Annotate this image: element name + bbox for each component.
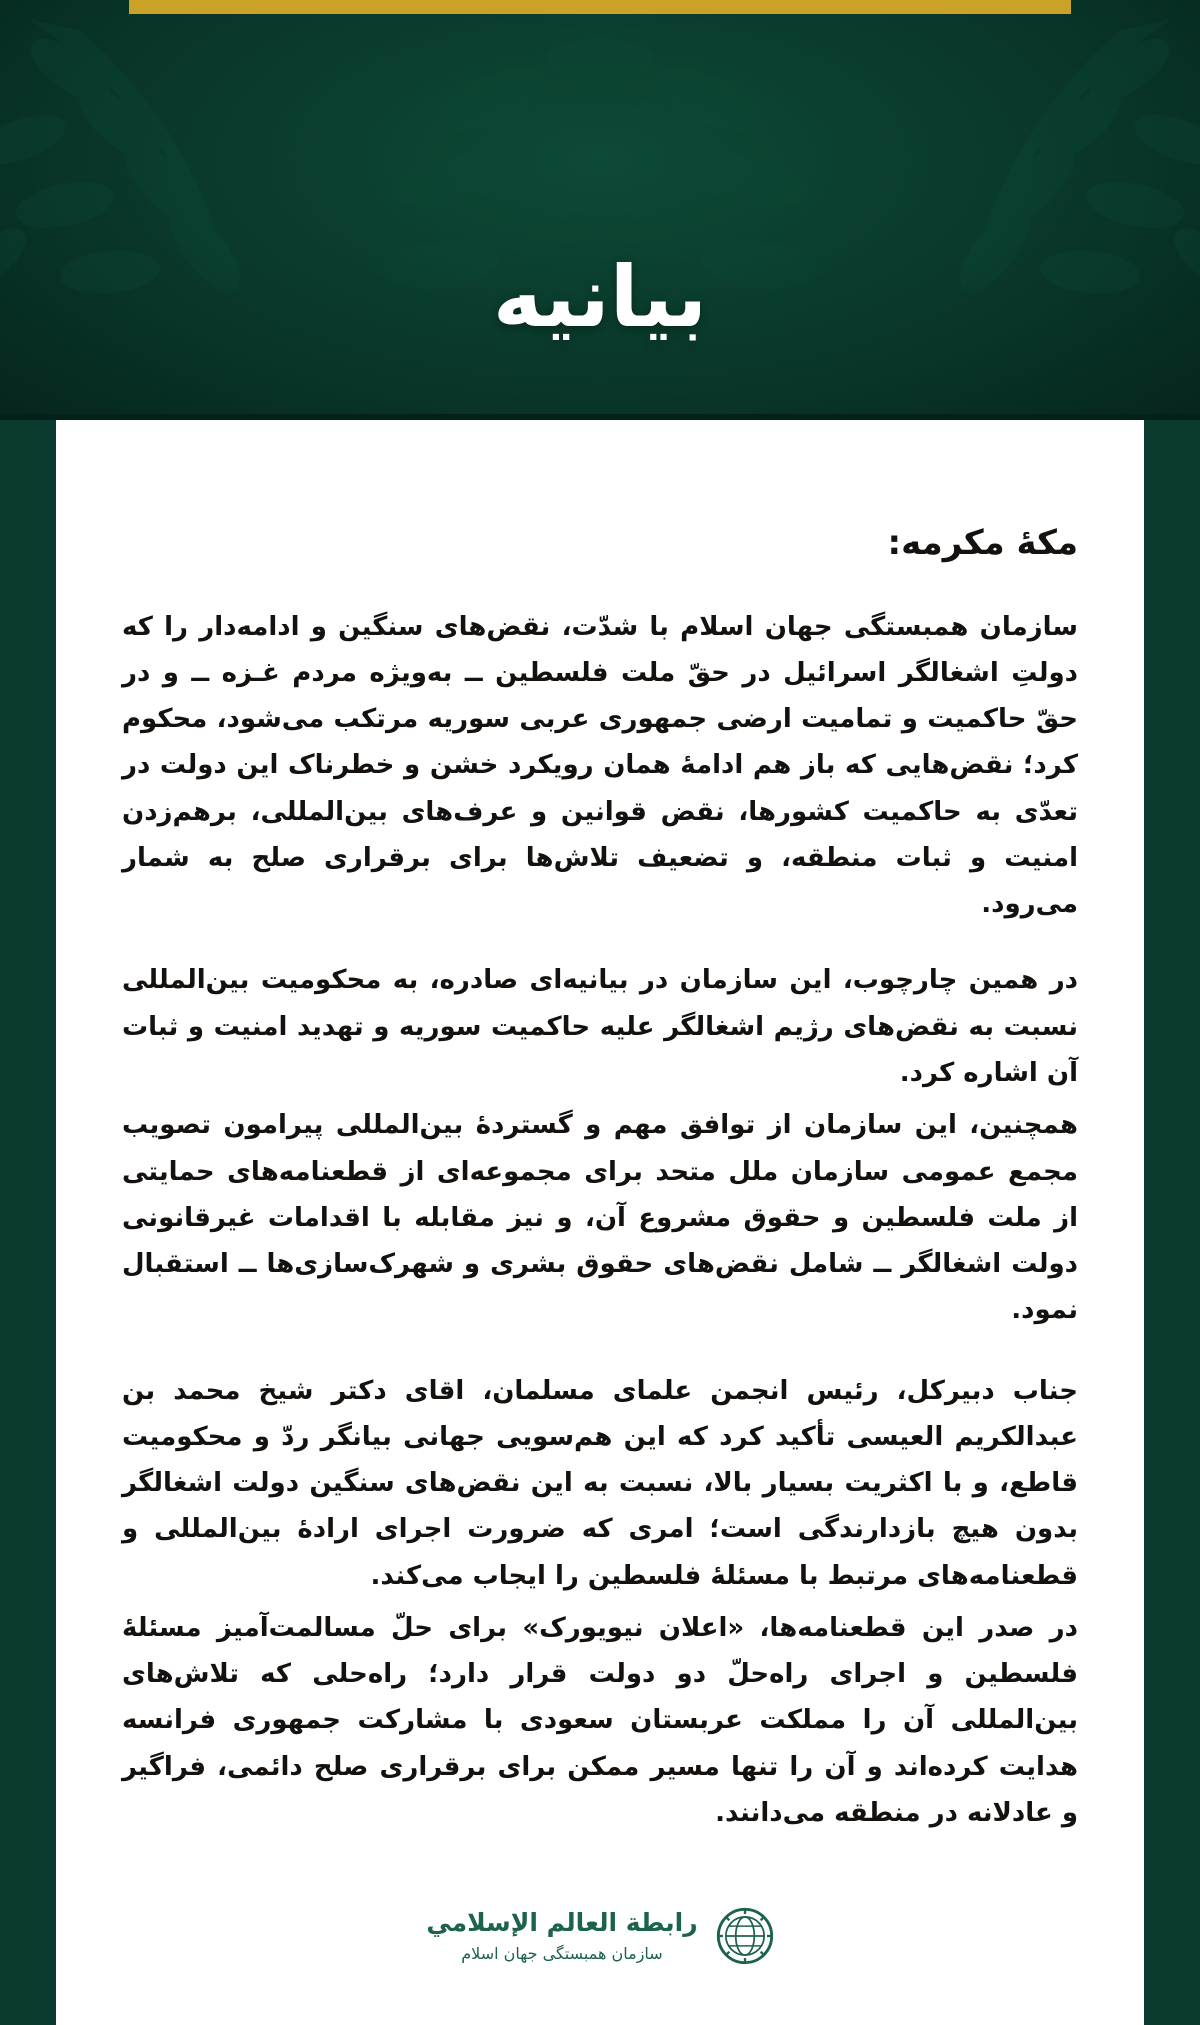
salutation: مکهٔ مکرمه: — [887, 523, 1078, 563]
footer-arabic-name: رابطة العالم الإسلامي — [426, 1908, 698, 1938]
document-body — [122, 520, 1078, 1866]
footer-logo — [56, 1907, 1144, 1965]
paragraph-1: سازمان همبستگی جهان اسلام با شدّت، نقض‌های سنگین و ادامه‌دار را که دولتِ اشغالگر اسرائیل در حقّ ملت فلسطین ــ به‌ویژه مردم غـزه ــ و در حقّ حاکمیت و تمامیت ارضی جمهوری عربی سوریه مرتکب می‌شود، محکوم کرد؛ نقض‌هایی که باز هم ادامهٔ همان رویکرد خشن و خطرناک این دولت در تعدّی به حاکمیت کشورها، نقض قوانین و عرف‌های بین‌المللی، برهم‌زدن امنیت و ثبات منطقه، و تضعیف تلاش‌ها برای برقراری صلح به شمار می‌رود. — [122, 611, 1078, 920]
page-title: بیانیه — [492, 248, 708, 346]
gold-accent-bar — [129, 0, 1071, 14]
paragraph-5: در صدر این قطعنامه‌ها، «اعلان نیویورک» برای حلّ مسالمت‌آمیز مسئلهٔ فلسطین و اجرای راه‌حلّ دو دولت قرار دارد؛ راه‌حلی که تلاش‌های بین‌المللی آن را مملکت عربستان سعودی با مشارکت جمهوری فرانسه هدایت کرده‌اند و آن را تنها مسیر ممکن برای برقراری صلح دائمی، فراگیر و عادلانه در منطقه می‌دانند. — [122, 1612, 1078, 1828]
footer-persian-name: سازمان همبستگی جهان اسلام — [461, 1944, 663, 1964]
olive-branch-decoration-right — [720, 10, 1200, 420]
document-sheet — [56, 420, 1144, 2025]
globe-emblem-icon — [716, 1907, 774, 1965]
footer-organization-name — [426, 1908, 697, 1963]
paragraph-3: همچنین، این سازمان از توافق مهم و گستردهٔ بین‌المللی پیرامون تصویب مجمع عمومی سازمان ملل متحد برای مجموعه‌ای از قطعنامه‌های حمایتی از ملت فلسطین و حقوق مشروع آن، و نیز مقابله با اقدامات غیرقانونی دولت اشغالگر ــ شامل نقض‌های حقوق بشری و شهرک‌سازی‌ها ــ استقبال نمود. — [122, 1110, 1078, 1326]
paragraph-4: جناب دبیرکل، رئیس انجمن علمای مسلمان، اقای دکتر شیخ محمد بن عبدالکریم العیسی تأکید کرد که این هم‌سویی جهانی بیانگر ردّ و محکومیت قاطع، و با اکثریت بسیار بالا، نسبت به این نقض‌های سنگین دولت اشغالگر بدون هیچ بازدارندگی است؛ امری که ضرورت اجرای ارادهٔ بین‌المللی و قطعنامه‌های مرتبط با مسئلهٔ فلسطین را ایجاب می‌کند. — [122, 1375, 1078, 1591]
olive-branch-decoration-center — [290, 30, 910, 420]
paragraph-2: در همین چارچوب، این سازمان در بیانیه‌ای صادره، به محکومیت بین‌المللی نسبت به نقض‌های رژیم اشغالگر علیه حاکمیت سوریه و تهدید امنیت و ثبات آن اشاره کرد. — [122, 965, 1078, 1088]
olive-branch-decoration-left — [0, 10, 480, 420]
header-banner — [0, 0, 1200, 420]
